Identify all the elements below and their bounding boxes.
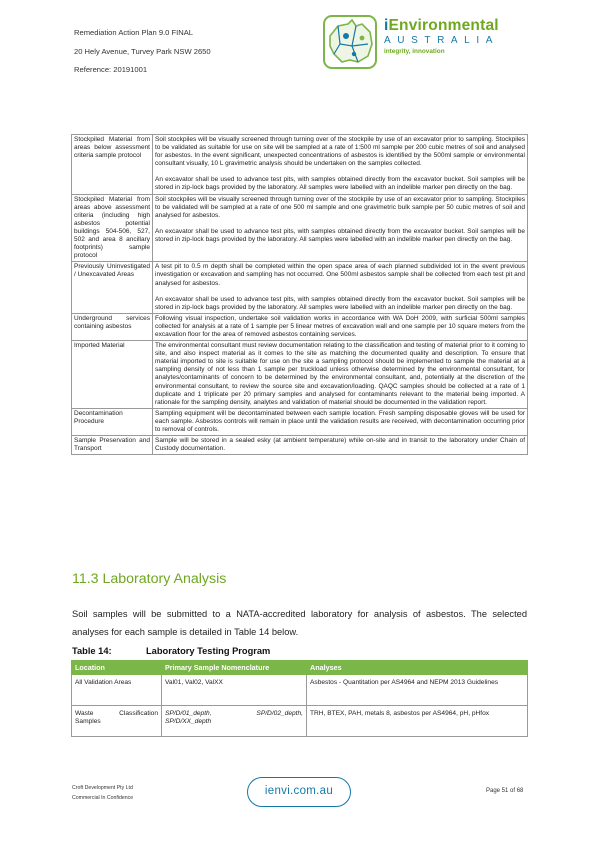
footer-company-name: Croft Development Pty Ltd [72, 785, 133, 791]
table-caption-number: Table 14: [72, 646, 112, 656]
document-header [74, 24, 211, 80]
protocol-category: Sample Preservation and Transport [72, 436, 153, 455]
protocol-description [153, 341, 528, 409]
col-header-analyses: Analyses [307, 661, 528, 675]
footer-website-badge[interactable]: ienvi.com.au [247, 777, 351, 807]
cell-location: All Validation Areas [72, 675, 162, 706]
col-header-nomenclature: Primary Sample Nomenclature [162, 661, 307, 675]
cell-analyses: TRH, BTEX, PAH, metals 8, asbestos per AS4964, pH, pHfox [307, 706, 528, 737]
protocol-category: Decontamination Procedure [72, 408, 153, 435]
footer-company [72, 783, 133, 803]
cell-analyses: Asbestos - Quantitation per AS4964 and NEPM 2013 Guidelines [307, 675, 528, 706]
table-caption-title: Laboratory Testing Program [146, 646, 271, 656]
protocol-description [153, 194, 528, 262]
protocol-description [153, 262, 528, 313]
section-paragraph: Soil samples will be submitted to a NATA-accredited laboratory for analysis of asbestos. The selected analyses for each sample is detailed in Table 14 below. [72, 609, 527, 637]
protocol-paragraph: Soil stockpiles will be visually screened through turning over of the stockpile by use of an excavator prior to sampling. Stockpiles to be validated as suitable for use on site will be sampled at a rate of 1:500 ml sample per 200 cubic metres of soil and analysed for asbestos. In the event significant, unexpected concentrations of asbestos is identified by the 500ml sample or environmental consultant visually, 10 L gravimetric analysis should be undertaken on the samples collected. [155, 136, 525, 168]
header-reference: Reference: 20191001 [74, 65, 148, 74]
table-caption [72, 646, 270, 656]
header-title: Remediation Action Plan 9.0 FINAL [74, 28, 194, 37]
table-row [72, 408, 528, 435]
protocol-description [153, 408, 528, 435]
protocol-paragraph: Sample will be stored in a sealed esky (at ambient temperature) while on-site and in transit to the laboratory under Chain of Custody documentation. [155, 437, 525, 453]
sampling-protocol-table [71, 134, 528, 455]
table-row [72, 135, 528, 195]
header-address: 20 Hely Avenue, Turvey Park NSW 2650 [74, 46, 211, 56]
ienvironmental-logo [322, 14, 522, 74]
paragraph-gap [155, 168, 525, 176]
cell-location: Waste Classification Samples [72, 706, 162, 737]
table-row [72, 341, 528, 409]
australia-map-logo-icon [322, 14, 380, 72]
protocol-category: Underground services containing asbestos [72, 313, 153, 340]
protocol-category: Stockpiled Material from areas below assessment criteria sample protocol [72, 135, 153, 195]
section-heading: 11.3 Laboratory Analysis [72, 571, 227, 587]
table-row [72, 675, 528, 706]
protocol-paragraph: The environmental consultant must review documentation relating to the classification and testing of material prior to it coming to site, and also inspect material as it comes to the site as matching the documented quality and description. To ensure that material imported to site is suitable for use on the site a sampling protocol should be implemented to sample the material at a sampling density of not less than 1 sample per truckload unless otherwise determined by the environmental consultant, for analytes/contaminants of concern to be determined by the environmental consultant, and, potentially at the discretion of the environmental consultant, to review the source site and excavation/loading. QAQC samples should be collected at a rate of 1 duplicate and 1 triplicate per 20 primary samples and analysed for contaminants relevant to the material being imported. A rationale for the sampling density, analytes and validation of material should be documented in the validation report. [155, 342, 525, 406]
logo-subtitle: AUSTRALIA [384, 35, 499, 46]
footer-confidentiality: Commercial In Confidence [72, 795, 134, 801]
lab-table-header-row [72, 661, 528, 675]
table-row [72, 194, 528, 262]
protocol-category: Previously Uninvestigated / Unexcavated Areas [72, 262, 153, 313]
cell-nomenclature: Val01, Val02, ValXX [162, 675, 307, 706]
logo-wordmark: iEnvironmental [384, 17, 499, 34]
col-header-location: Location [72, 661, 162, 675]
page-number: Page 51 of 68 [486, 788, 524, 794]
laboratory-testing-table [71, 660, 528, 737]
table-row [72, 313, 528, 340]
paragraph-gap [155, 220, 525, 228]
logo-tagline: integrity, innovation [384, 48, 445, 55]
protocol-category: Imported Material [72, 341, 153, 409]
protocol-description [153, 313, 528, 340]
protocol-paragraph: Following visual inspection, undertake soil validation works in accordance with WA DoH 2009, with surficial 500ml samples collected for analysis at a rate of 1 sample per 5 linear metres of excavation wall and one sample per 10 square meters from the excavation floor for the area of removed asbestos containing services. [155, 314, 525, 338]
protocol-paragraph: An excavator shall be used to advance test pits, with samples obtained directly from the excavator bucket. Soil samples will be stored in zip-lock bags provided by the laboratory. All samples were labelled with an indelible marker pen directly on the bag. [155, 295, 525, 311]
table-row [72, 436, 528, 455]
protocol-paragraph: Sampling equipment will be decontaminated between each sample location. Fresh sampling disposable gloves will be used for each sample. Asbestos controls will remain in place until the validation results are received, with decontamination occurring prior to removal of controls. [155, 409, 525, 433]
table-row [72, 262, 528, 313]
protocol-paragraph: An excavator shall be used to advance test pits, with samples obtained directly from the excavator bucket. Soil samples will be stored in zip-lock bags provided by the laboratory. All samples were labelled with an indelible marker pen directly on the bag. [155, 227, 525, 243]
protocol-paragraph: A test pit to 0.5 m depth shall be completed within the open space area of each planned subdivided lot in the event previous investigation or excavation and sampling has not occurred. One 500ml asbestos sample shall be collected from each test pit and analysed for asbestos. [155, 263, 525, 287]
protocol-description [153, 436, 528, 455]
cell-nomenclature: SP/D/01_depth, SP/D/02_depth, SP/D/XX_depth [162, 706, 307, 737]
table-row [72, 706, 528, 737]
protocol-description [153, 135, 528, 195]
protocol-paragraph: Soil stockpiles will be visually screened through turning over of the stockpile by use of an excavator prior to sampling. Stockpiles to be validated will be sampled at a rate of one 500 ml sample and one gravimetric bulk sample per 50 cubic metres of soil and analysed for asbestos. [155, 195, 525, 219]
protocol-category: Stockpiled Material from areas above assessment criteria (including high asbestos potential buildings 504-506, 527, 502 and area 8 ancillary footprints) sample protocol [72, 194, 153, 262]
paragraph-gap [155, 288, 525, 296]
protocol-paragraph: An excavator shall be used to advance test pits, with samples obtained directly from the excavator bucket. Soil samples will be stored in zip-lock bags provided by the laboratory. All samples were labelled with an indelible marker pen directly on the bag. [155, 176, 525, 192]
